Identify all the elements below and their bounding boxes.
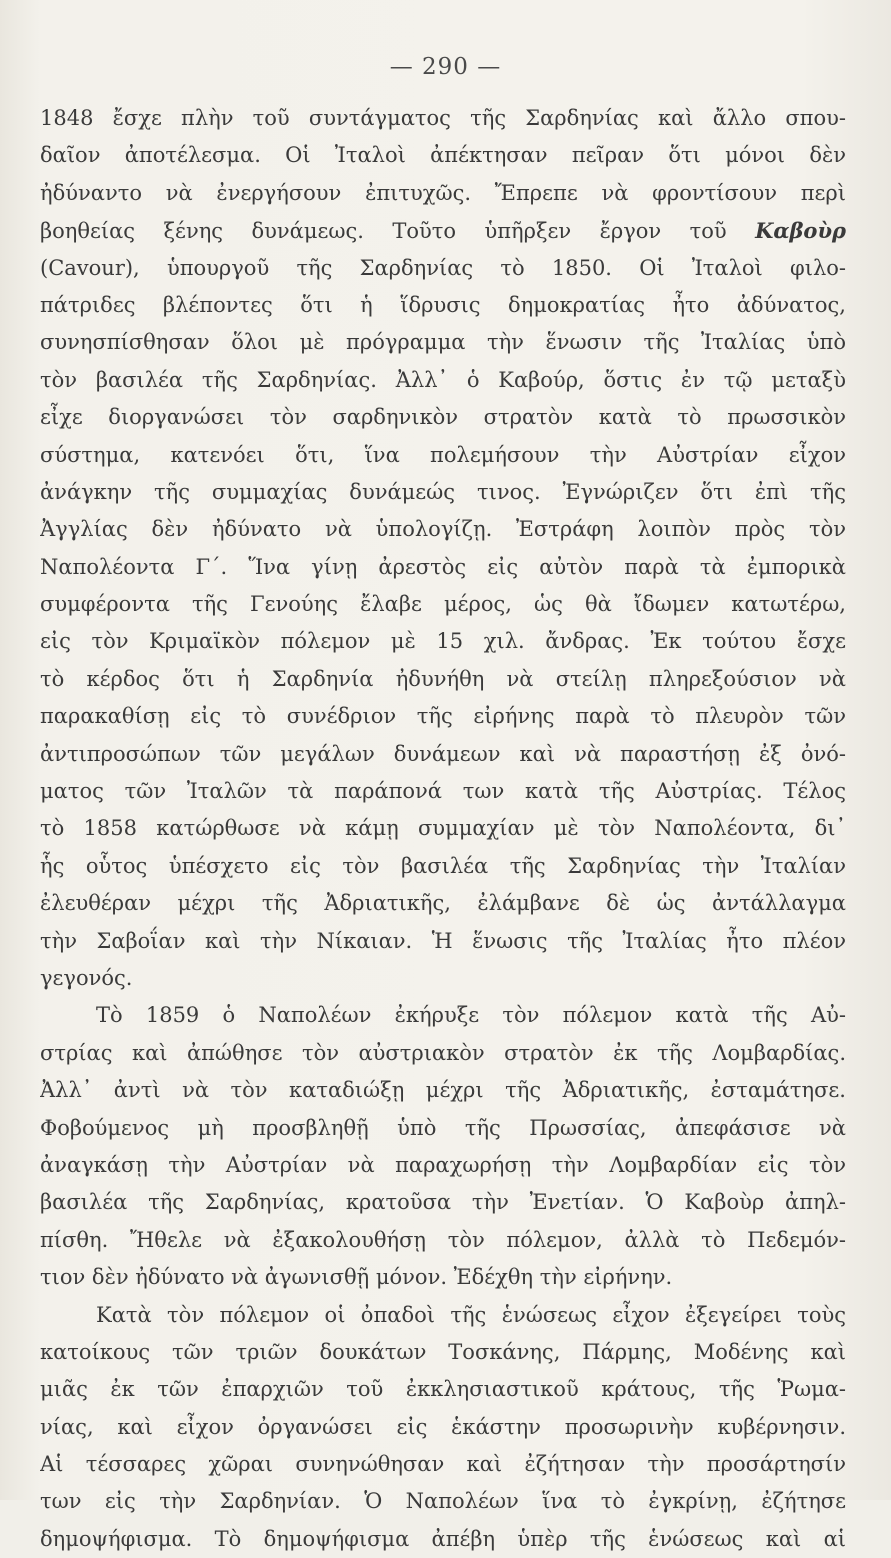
text-line: πάτριδες βλέποντες ὅτι ἡ ἵδρυσις δημοκρατίας ἦτο ἀδύνατος, xyxy=(40,287,846,324)
text-line: τὴν Σαβοΐαν καὶ τὴν Νίκαιαν. Ἡ ἕνωσις τῆς Ἰταλίας ἦτο πλέον xyxy=(40,923,846,960)
text-line: ἀναγκάσῃ τὴν Αὐστρίαν νὰ παραχωρήσῃ τὴν Λομβαρδίαν εἰς τὸν xyxy=(40,1147,846,1184)
text-line: σύστημα, κατενόει ὅτι, ἵνα πολεμήσουν τὴν Αὐστρίαν εἶχον xyxy=(40,437,846,474)
text-line: στρίας καὶ ἀπώθησε τὸν αὐστριακὸν στρατὸν ἐκ τῆς Λομβαρδίας. xyxy=(40,1035,846,1072)
text-line: Ἀλλ᾽ ἀντὶ νὰ τὸν καταδιώξῃ μέχρι τῆς Ἀδριατικῆς, ἐσταμάτησε. xyxy=(40,1072,846,1109)
text-line: τὸ 1858 κατώρθωσε νὰ κάμῃ συμμαχίαν μὲ τὸν Ναπολέοντα, δι᾽ xyxy=(40,810,846,847)
text-line: ἧς οὗτος ὑπέσχετο εἰς τὸν βασιλέα τῆς Σαρδηνίας τὴν Ἰταλίαν xyxy=(40,848,846,885)
text-line: κατοίκους τῶν τριῶν δουκάτων Τοσκάνης, Πάρμης, Μοδένης καὶ xyxy=(40,1334,846,1371)
text-line: εἶχε διοργανώσει τὸν σαρδηνικὸν στρατὸν κατὰ τὸ πρωσσικὸν xyxy=(40,399,846,436)
text-line-start: βοηθείας ξένης δυνάμεως. Τοῦτο ὑπῆρξεν ἔργον τοῦ xyxy=(40,219,727,243)
text-line: συνησπίσθησαν ὅλοι μὲ πρόγραμμα τὴν ἕνωσιν τῆς Ἰταλίας ὑπὸ xyxy=(40,324,846,361)
body-text xyxy=(40,100,846,1558)
text-line-with-name xyxy=(40,212,846,249)
text-line: (Cavour), ὑπουργοῦ τῆς Σαρδηνίας τὸ 1850. Οἱ Ἰταλοὶ φιλο- xyxy=(40,250,846,287)
text-line: Αἱ τέσσαρες χῶραι συνηνώθησαν καὶ ἐζήτησαν τὴν προσάρτησίν xyxy=(40,1446,846,1483)
text-line: συμφέροντα τῆς Γενούης ἔλαβε μέρος, ὡς θὰ ἴδωμεν κατωτέρω, xyxy=(40,586,846,623)
text-line: Κατὰ τὸν πόλεμον οἱ ὀπαδοὶ τῆς ἑνώσεως εἶχον ἐξεγείρει τοὺς xyxy=(40,1297,846,1334)
text-line: ματος τῶν Ἰταλῶν τὰ παράπονά των κατὰ τῆς Αὐστρίας. Τέλος xyxy=(40,773,846,810)
text-line: πίσθη. Ἤθελε νὰ ἐξακολουθήσῃ τὸν πόλεμον, ἀλλὰ τὸ Πεδεμόν- xyxy=(40,1222,846,1259)
text-line: τιον δὲν ἠδύνατο νὰ ἀγωνισθῇ μόνον. Ἐδέχθη τὴν εἰρήνην. xyxy=(40,1259,846,1296)
paragraph-1 xyxy=(40,100,846,997)
paragraph-3 xyxy=(40,1297,846,1558)
text-line: τὸν βασιλέα τῆς Σαρδηνίας. Ἀλλ᾽ ὁ Καβούρ, ὅστις ἐν τῷ μεταξὺ xyxy=(40,362,846,399)
text-line: Ναπολέοντα Γ´. Ἵνα γίνῃ ἀρεστὸς εἰς αὐτὸν παρὰ τὰ ἐμπορικὰ xyxy=(40,549,846,586)
text-line: γεγονός. xyxy=(40,960,846,997)
page-number: — 290 — xyxy=(0,54,891,80)
text-line: ἀντιπροσώπων τῶν μεγάλων δυνάμεων καὶ νὰ παραστήσῃ ἐξ ὀνό- xyxy=(40,736,846,773)
paragraph-2 xyxy=(40,997,846,1296)
text-line: Τὸ 1859 ὁ Ναπολέων ἐκήρυξε τὸν πόλεμον κατὰ τῆς Αὐ- xyxy=(40,997,846,1034)
text-line: Φοβούμενος μὴ προσβληθῇ ὑπὸ τῆς Πρωσσίας, ἀπεφάσισε νὰ xyxy=(40,1110,846,1147)
text-line: βασιλέα τῆς Σαρδηνίας, κρατοῦσα τὴν Ἐνετίαν. Ὁ Καβοὺρ ἀπηλ- xyxy=(40,1184,846,1221)
text-line: παρακαθίσῃ εἰς τὸ συνέδριον τῆς εἰρήνης παρὰ τὸ πλευρὸν τῶν xyxy=(40,698,846,735)
text-line: εἰς τὸν Κριμαϊκὸν πόλεμον μὲ 15 χιλ. ἄνδρας. Ἐκ τούτου ἔσχε xyxy=(40,623,846,660)
text-line: ἀνάγκην τῆς συμμαχίας δυνάμεώς τινος. Ἐγνώριζεν ὅτι ἐπὶ τῆς xyxy=(40,474,846,511)
text-line: τὸ κέρδος ὅτι ἡ Σαρδηνία ἠδυνήθη νὰ στείλῃ πληρεξούσιον νὰ xyxy=(40,661,846,698)
text-line: ἠδύναντο νὰ ἐνεργήσουν ἐπιτυχῶς. Ἔπρεπε νὰ φροντίσουν περὶ xyxy=(40,175,846,212)
text-line: ἐλευθέραν μέχρι τῆς Ἀδριατικῆς, ἐλάμβανε δὲ ὡς ἀντάλλαγμα xyxy=(40,885,846,922)
text-line: 1848 ἔσχε πλὴν τοῦ συντάγματος τῆς Σαρδηνίας καὶ ἄλλο σπου- xyxy=(40,100,846,137)
text-line: δαῖον ἀποτέλεσμα. Οἱ Ἰταλοὶ ἀπέκτησαν πεῖραν ὅτι μόνοι δὲν xyxy=(40,137,846,174)
text-line: νίας, καὶ εἶχον ὀργανώσει εἰς ἑκάστην προσωρινὴν κυβέρνησιν. xyxy=(40,1409,846,1446)
cavour-name: Καβοὺρ xyxy=(755,218,846,243)
text-line: δημοψήφισμα. Τὸ δημοψήφισμα ἀπέβη ὑπὲρ τῆς ἑνώσεως καὶ αἱ xyxy=(40,1521,846,1558)
text-line: των εἰς τὴν Σαρδηνίαν. Ὁ Ναπολέων ἵνα τὸ ἐγκρίνῃ, ἐζήτησε xyxy=(40,1483,846,1520)
text-line: Ἀγγλίας δὲν ἠδύνατο νὰ ὑπολογίζῃ. Ἐστράφη λοιπὸν πρὸς τὸν xyxy=(40,511,846,548)
text-line: μιᾶς ἐκ τῶν ἐπαρχιῶν τοῦ ἐκκλησιαστικοῦ κράτους, τῆς Ῥωμα- xyxy=(40,1371,846,1408)
